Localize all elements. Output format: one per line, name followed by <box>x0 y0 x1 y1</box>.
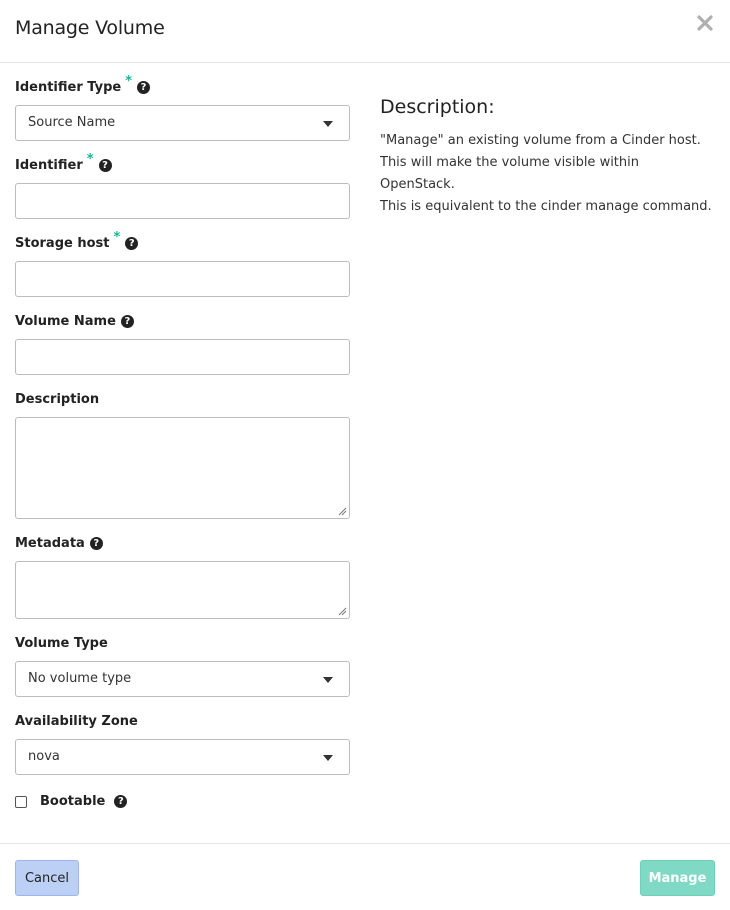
metadata-textarea[interactable] <box>15 561 350 619</box>
description-input[interactable] <box>16 418 349 518</box>
volume-name-text: Volume Name <box>15 314 116 329</box>
chevron-down-icon <box>323 755 333 761</box>
modal-header <box>0 0 730 63</box>
chevron-down-icon <box>323 677 333 683</box>
help-icon[interactable]: ? <box>99 159 112 172</box>
volume-type-text: Volume Type <box>15 636 108 651</box>
help-icon[interactable]: ? <box>137 81 150 94</box>
help-icon[interactable]: ? <box>125 237 138 250</box>
description-paragraph: "Manage" an existing volume from a Cinder host. This will make the volume visible within OpenStack. <box>380 133 701 192</box>
volume-name-input[interactable] <box>16 340 349 374</box>
storage-host-text: Storage host <box>15 236 110 251</box>
cancel-button[interactable]: Cancel <box>15 860 79 896</box>
availability-zone-label <box>15 714 138 729</box>
identifier-input[interactable] <box>16 184 349 218</box>
chevron-down-icon <box>323 121 333 127</box>
modal-footer <box>0 843 730 910</box>
description-textarea[interactable] <box>15 417 350 519</box>
manage-button[interactable]: Manage <box>640 860 715 896</box>
metadata-label <box>15 536 103 551</box>
identifier-type-select[interactable] <box>15 105 350 141</box>
help-icon[interactable]: ? <box>121 315 134 328</box>
volume-type-value: No volume type <box>28 671 132 686</box>
modal-title: Manage Volume <box>15 17 165 39</box>
description-text: Description <box>15 392 100 407</box>
volume-name-label <box>15 314 134 329</box>
identifier-type-value: Source Name <box>28 115 116 130</box>
volume-type-label <box>15 636 108 651</box>
close-icon[interactable] <box>696 14 714 32</box>
bootable-text: Bootable <box>40 794 106 809</box>
bootable-checkbox[interactable] <box>15 796 27 808</box>
metadata-input[interactable] <box>16 562 349 618</box>
resize-grip-icon[interactable] <box>337 606 347 616</box>
identifier-type-text: Identifier Type <box>15 80 122 95</box>
help-icon[interactable]: ? <box>90 537 103 550</box>
description-paragraph: This is equivalent to the cinder manage command. <box>380 199 712 214</box>
availability-zone-text: Availability Zone <box>15 714 138 729</box>
required-indicator: * <box>125 74 133 89</box>
metadata-text: Metadata <box>15 536 85 551</box>
storage-host-field[interactable] <box>15 261 350 297</box>
identifier-text: Identifier <box>15 158 83 173</box>
bootable-label <box>40 794 127 809</box>
availability-zone-select[interactable] <box>15 739 350 775</box>
description-label <box>15 392 99 407</box>
resize-grip-icon[interactable] <box>337 506 347 516</box>
help-icon[interactable]: ? <box>114 795 127 808</box>
identifier-field[interactable] <box>15 183 350 219</box>
storage-host-label <box>15 230 138 251</box>
identifier-label <box>15 152 112 173</box>
volume-type-select[interactable] <box>15 661 350 697</box>
storage-host-input[interactable] <box>16 262 349 296</box>
volume-name-field[interactable] <box>15 339 350 375</box>
description-heading: Description: <box>380 96 495 118</box>
identifier-type-label <box>15 74 150 95</box>
required-indicator: * <box>86 152 94 167</box>
availability-zone-value: nova <box>28 749 60 764</box>
required-indicator: * <box>113 230 121 245</box>
